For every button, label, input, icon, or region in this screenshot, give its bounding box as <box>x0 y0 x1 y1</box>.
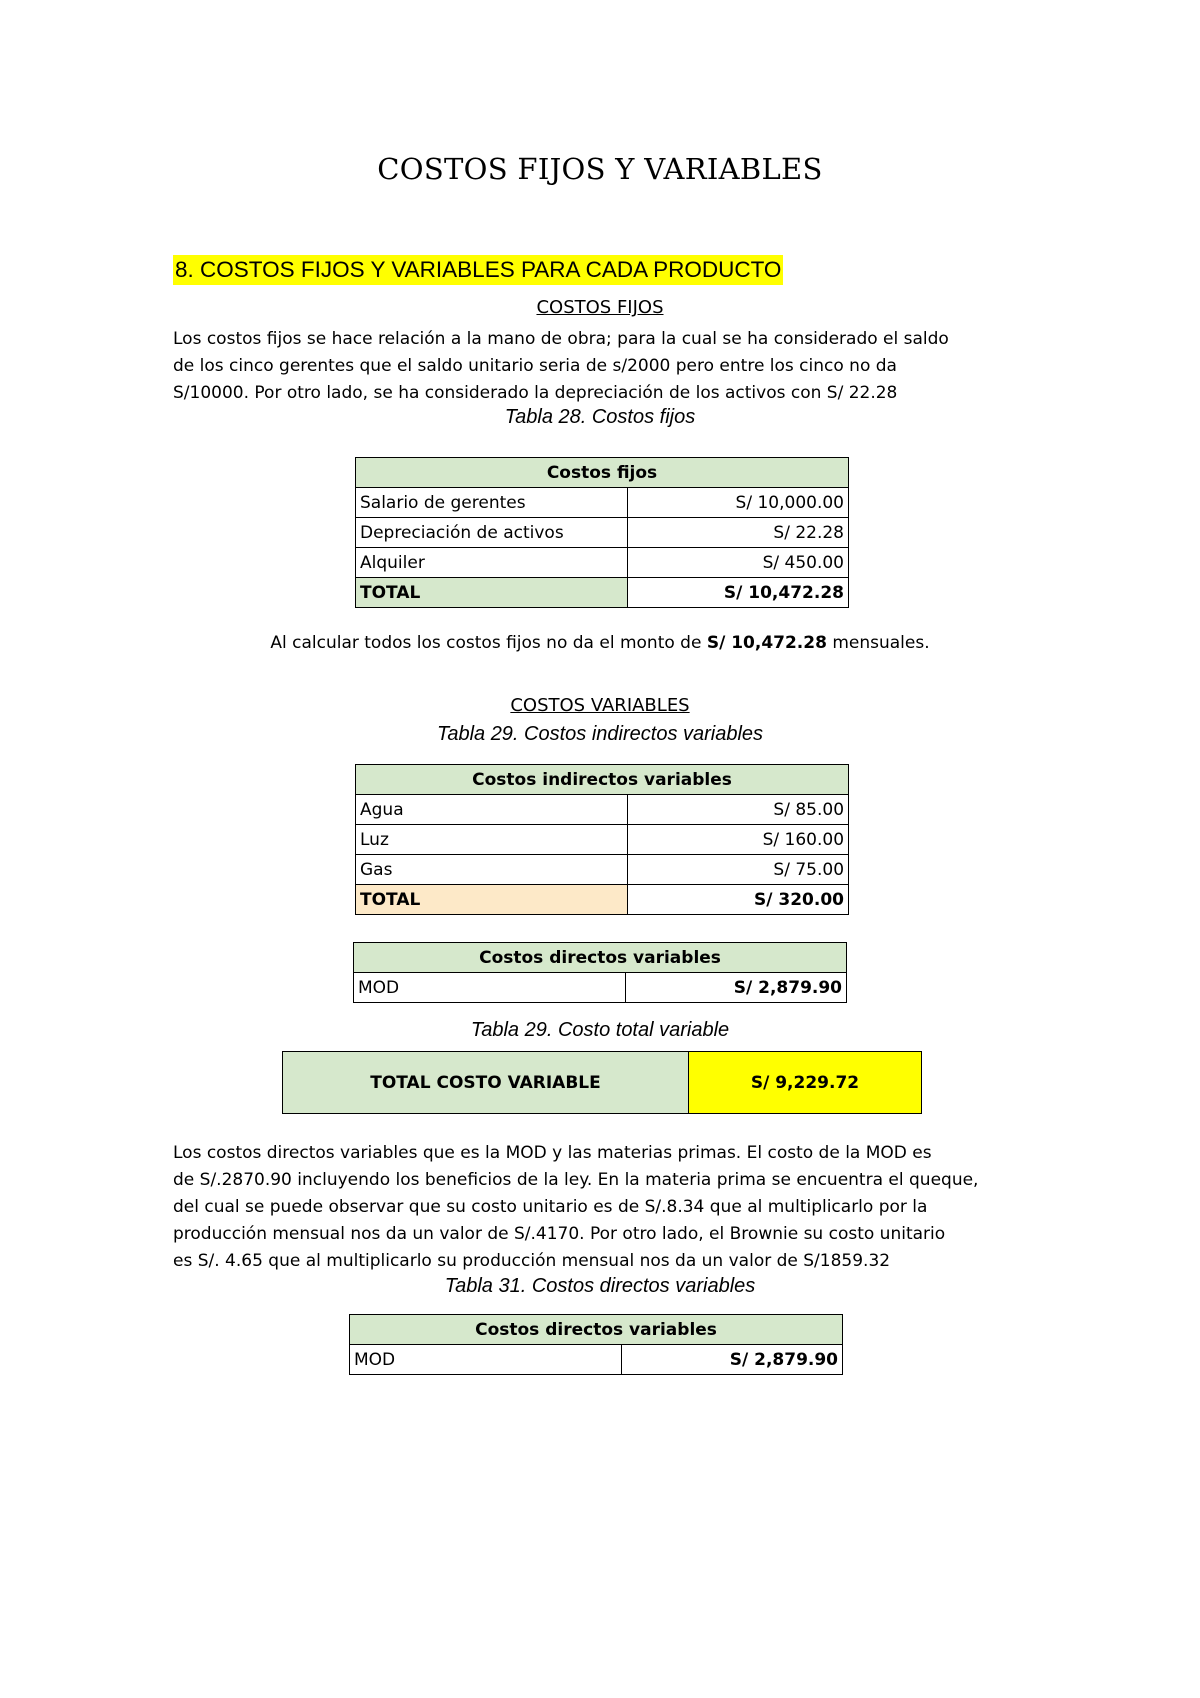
section-heading: 8. COSTOS FIJOS Y VARIABLES PARA CADA PRODUCTO <box>173 255 783 285</box>
row-label: Alquiler <box>356 548 628 578</box>
paragraph-line: de los cinco gerentes que el saldo unitario seria de s/2000 pero entre los cinco no da <box>173 356 897 376</box>
page-title: COSTOS FIJOS Y VARIABLES <box>377 152 823 186</box>
table-row <box>354 973 847 1003</box>
row-label: Gas <box>356 855 628 885</box>
direct-costs-table <box>353 942 847 1003</box>
row-label: MOD <box>350 1345 622 1375</box>
total-label: TOTAL <box>356 578 628 608</box>
table-header: Costos fijos <box>356 458 849 488</box>
row-value: S/ 2,879.90 <box>622 1345 843 1375</box>
total-variable-value: S/ 9,229.72 <box>689 1052 921 1113</box>
row-value: S/ 22.28 <box>628 518 849 548</box>
row-label: Luz <box>356 825 628 855</box>
table-row <box>356 518 849 548</box>
table-29b-caption: Tabla 29. Costo total variable <box>470 1019 730 1041</box>
fixed-costs-summary <box>0 633 1200 653</box>
row-value: S/ 160.00 <box>628 825 849 855</box>
table-29-caption: Tabla 29. Costos indirectos variables <box>436 723 764 745</box>
table-row <box>350 1345 843 1375</box>
paragraph-line: S/10000. Por otro lado, se ha considerado la depreciación de los activos con S/ 22.28 <box>173 383 898 403</box>
fixed-costs-table <box>355 457 849 608</box>
table-header: Costos directos variables <box>350 1315 843 1345</box>
total-variable-cost-box <box>282 1051 922 1114</box>
row-value: S/ 450.00 <box>628 548 849 578</box>
row-value: S/ 85.00 <box>628 795 849 825</box>
table-row <box>356 488 849 518</box>
summary-amount: S/ 10,472.28 <box>706 633 827 653</box>
row-label: MOD <box>354 973 626 1003</box>
paragraph-line: Los costos directos variables que es la MOD y las materias primas. El costo de la MOD es <box>173 1143 932 1163</box>
paragraph-line: del cual se puede observar que su costo unitario es de S/.8.34 que al multiplicarlo por la <box>173 1197 928 1217</box>
total-variable-label: TOTAL COSTO VARIABLE <box>283 1052 689 1113</box>
row-value: S/ 10,000.00 <box>628 488 849 518</box>
direct-costs-table-2 <box>349 1314 843 1375</box>
table-31-caption: Tabla 31. Costos directos variables <box>444 1275 756 1297</box>
row-label: Agua <box>356 795 628 825</box>
row-label: Depreciación de activos <box>356 518 628 548</box>
table-header: Costos directos variables <box>354 943 847 973</box>
summary-text-end: mensuales. <box>826 633 930 653</box>
variable-costs-heading: COSTOS VARIABLES <box>510 695 690 716</box>
table-row <box>356 795 849 825</box>
row-label: Salario de gerentes <box>356 488 628 518</box>
fixed-costs-paragraph <box>173 326 949 407</box>
table-total-row <box>356 885 849 915</box>
fixed-costs-heading: COSTOS FIJOS <box>536 297 664 318</box>
paragraph-line: producción mensual nos da un valor de S/.4170. Por otro lado, el Brownie su costo unitario <box>173 1224 946 1244</box>
table-row <box>356 825 849 855</box>
total-value: S/ 320.00 <box>628 885 849 915</box>
table-row <box>356 548 849 578</box>
row-value: S/ 75.00 <box>628 855 849 885</box>
indirect-costs-table <box>355 764 849 915</box>
variable-costs-paragraph <box>173 1140 978 1275</box>
table-total-row <box>356 578 849 608</box>
row-value: S/ 2,879.90 <box>626 973 847 1003</box>
paragraph-line: es S/. 4.65 que al multiplicarlo su producción mensual nos da un valor de S/1859.32 <box>173 1251 891 1271</box>
paragraph-line: Los costos fijos se hace relación a la mano de obra; para la cual se ha considerado el saldo <box>173 329 949 349</box>
table-header: Costos indirectos variables <box>356 765 849 795</box>
table-row <box>356 855 849 885</box>
table-28-caption: Tabla 28. Costos fijos <box>504 406 696 428</box>
total-label: TOTAL <box>356 885 628 915</box>
paragraph-line: de S/.2870.90 incluyendo los beneficios de la ley. En la materia prima se encuentra el queque, <box>173 1170 979 1190</box>
summary-text: Al calcular todos los costos fijos no da el monto de <box>270 633 707 653</box>
total-value: S/ 10,472.28 <box>628 578 849 608</box>
